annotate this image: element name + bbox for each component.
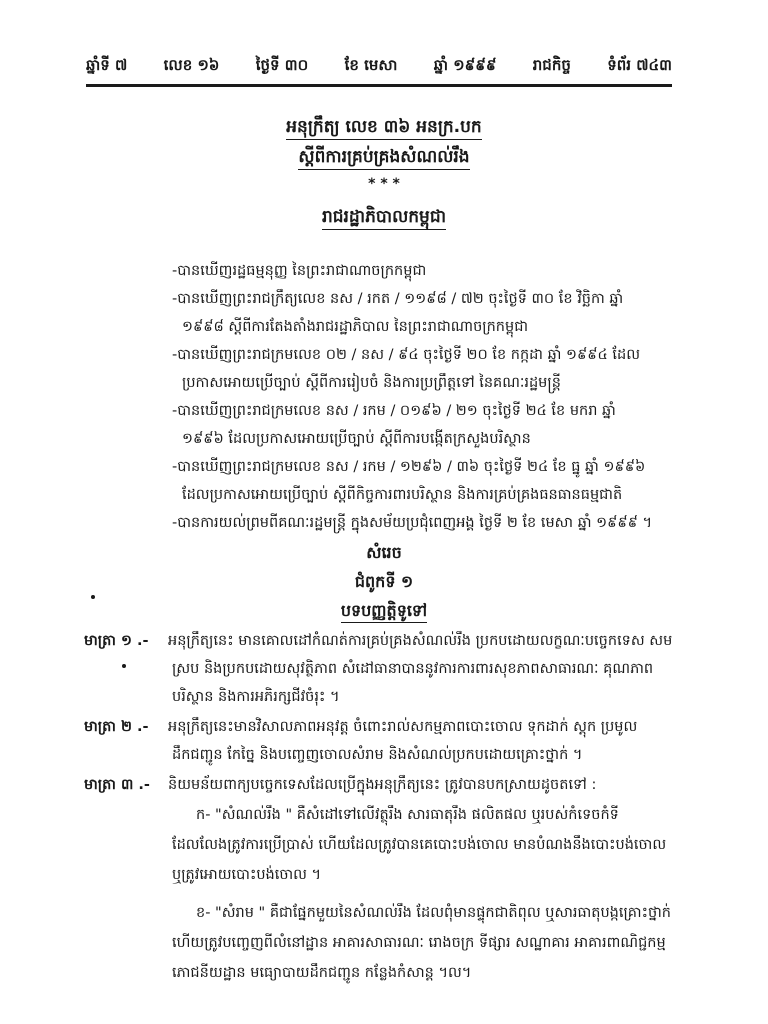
preamble-line-10: -បានការយល់ព្រមពីគណៈរដ្ឋមន្ត្រី ក្នុងសម័យប្រជុំពេញអង្គ ថ្ងៃទី ២ ខែ មេសា ឆ្នាំ ១៩៩៩ ។	[172, 515, 653, 531]
header-rule	[86, 84, 672, 87]
decides-heading: សំរេច	[366, 543, 402, 562]
article-3-ka-line-2: ដែលលែងត្រូវការប្រើប្រាស់ ហើយដែលត្រូវបានគេបោះបង់ចោល មានបំណងនឹងបោះបង់ចោល	[172, 837, 667, 853]
header-day: ថ្ងៃទី ៣០	[255, 56, 309, 74]
header-page: ទំព័រ ៧៤៣	[607, 56, 672, 74]
preamble-line-1: -បានឃើញរដ្ឋធម្មនុញ្ញ នៃព្រះរាជាណាចក្រកម្ពុជា	[172, 263, 427, 279]
article-3-label: មាត្រា ៣ .-	[84, 777, 150, 793]
chapter-heading: ជំពូកទី ១	[354, 572, 414, 591]
article-2-label: មាត្រា ២ .-	[84, 719, 149, 735]
article-2-line-1: អនុក្រឹត្យនេះមានវិសាលភាពអនុវត្ត ចំពោះរាល់សកម្មភាពបោះចោល ទុកដាក់ ស្តុក ប្រមូល	[168, 719, 638, 735]
scan-speck	[122, 664, 126, 668]
article-1-line-3: បរិស្ថាន និងការអភិរក្សជីវចំរុះ ។	[172, 689, 340, 705]
article-1-line-2: ស្រប និងប្រកបដោយសុវត្ថិភាព សំដៅធានាបាននូវការការពារសុខភាពសាធារណៈ គុណភាព	[172, 661, 654, 677]
header-year: ឆ្នាំទី ៧	[86, 56, 128, 74]
header-yr: ឆ្នាំ ១៩៩៩	[433, 56, 497, 74]
preamble-line-8: -បានឃើញព្រះរាជក្រមលេខ នស / រកម / ១២៩៦ / ៣៦ ចុះថ្ងៃទី ២៤ ខែ ធ្នូ ឆ្នាំ ១៩៩៦	[172, 459, 646, 475]
preamble-line-9: ដែលប្រកាសអោយប្រើច្បាប់ ស្ដីពីកិច្ចការពារបរិស្ថាន និងការគ្រប់គ្រងធនធានធម្មជាតិ	[182, 487, 623, 503]
article-3-line-1: និយមន័យពាក្យបច្ចេកទេសដែលប្រើក្នុងអនុក្រឹត្យនេះ ត្រូវបានបកស្រាយដូចតទៅ :	[168, 777, 597, 793]
header-number: លេខ ១៦	[163, 56, 220, 74]
header-gazette: រាជកិច្ច	[532, 56, 571, 74]
preamble-line-4: -បានឃើញព្រះរាជក្រមលេខ ០២ / នស / ៩៤ ចុះថ្ងៃទី ២០ ខែ កក្កដា ឆ្នាំ ១៩៩៤ ដែល	[172, 347, 641, 363]
article-1-line-1: អនុក្រឹត្យនេះ មានគោលដៅកំណត់ការគ្រប់គ្រងសំណល់រឹង ប្រកបដោយលក្ខណៈបច្ចេកទេស សម	[168, 633, 673, 649]
article-3-ka-line-1: ក- "សំណល់រឹង " គឺសំដៅទៅលើវត្ថុរឹង សារធាតុរឹង ផលិតផល ឬរបស់កំទេចកំទី	[196, 807, 619, 823]
scan-speck	[91, 595, 95, 599]
preamble-line-6: -បានឃើញព្រះរាជក្រមលេខ នស / រកម / ០១៩៦ / ២១ ចុះថ្ងៃទី ២៤ ខែ មករា ឆ្នាំ	[172, 403, 616, 419]
article-3-kha-line-3: ភោជនីយដ្ឋាន មធ្យោបាយដឹកជញ្ជូន កន្លែងកំសាន្ត ។ល។	[172, 965, 472, 981]
preamble-line-2: -បានឃើញព្រះរាជក្រឹត្យលេខ នស / រកត / ១១៩៨ / ៧២ ចុះថ្ងៃទី ៣០ ខែ វិច្ឆិកា ឆ្នាំ	[172, 291, 624, 307]
preamble-line-3: ១៩៩៨ ស្ដីពីការតែងតាំងរាជរដ្ឋាភិបាល នៃព្រះរាជាណាចក្រកម្ពុជា	[182, 319, 529, 335]
article-3-kha-line-2: ហើយត្រូវបញ្ចេញពីលំនៅដ្ឋាន អាគារសាធារណៈ រោងចក្រ ទីផ្សារ សណ្ឋាគារ អាគារពាណិជ្ជកម្ម	[172, 935, 666, 951]
gazette-header	[86, 54, 672, 80]
government-heading: រាជរដ្ឋាភិបាលកម្ពុជា	[0, 206, 768, 231]
article-1-label: មាត្រា ១ .-	[84, 633, 149, 649]
preamble-line-5: ប្រកាសអោយប្រើច្បាប់ ស្ដីពីការរៀបចំ និងការប្រព្រឹត្តទៅ នៃគណៈរដ្ឋមន្ត្រី	[182, 375, 561, 391]
decree-number: អនុក្រឹត្យ លេខ ៣៦ អនក្រ.បក	[0, 116, 768, 141]
separator-stars: * * *	[368, 176, 400, 192]
article-3-ka-line-3: ឬត្រូវអោយបោះបង់ចោល ។	[172, 867, 322, 883]
chapter-title: បទបញ្ញត្តិទូទៅ	[0, 600, 768, 624]
preamble-line-7: ១៩៩៦ ដែលប្រកាសអោយប្រើច្បាប់ ស្ដីពីការបង្កើតក្រសួងបរិស្ថាន	[182, 431, 531, 447]
article-2-line-2: ដឹកជញ្ជូន កែច្នៃ និងបញ្ចេញចោលសំរាម និងសំណល់ប្រកបដោយគ្រោះថ្នាក់ ។	[172, 747, 583, 763]
article-3-kha-line-1: ខ- "សំរាម " គឺជាផ្នែកមួយនៃសំណល់រឹង ដែលពុំមានផ្ទុកជាតិពុល ឬសារធាតុបង្កគ្រោះថ្នាក់	[196, 905, 671, 921]
header-month: ខែ មេសា	[344, 56, 398, 74]
decree-subject: ស្ដីពីការគ្រប់គ្រងសំណល់រឹង	[0, 146, 768, 171]
